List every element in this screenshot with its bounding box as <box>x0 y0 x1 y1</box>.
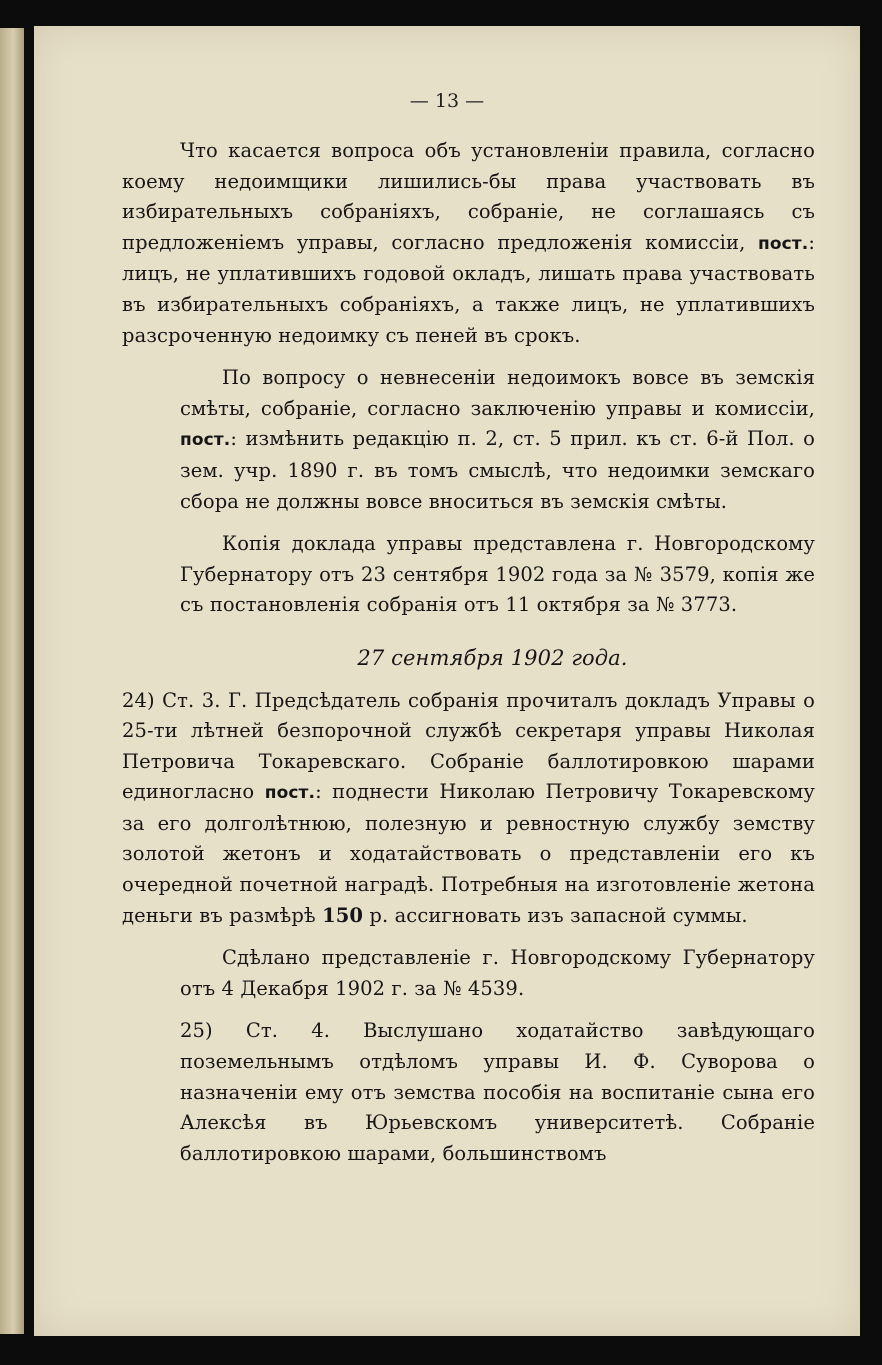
date-heading: 27 сентября 1902 года. <box>357 645 628 670</box>
resolution-marker: пост. <box>264 783 316 804</box>
amount-value: 150 <box>322 903 364 927</box>
paragraph-report-copy: Копія доклада управы представлена г. Новгородскому Губернатору отъ 23 сентября 1902 года за № 3579, копія же съ постановленія собранія отъ 11 октября за № 3773. <box>180 532 815 617</box>
document-page <box>34 26 860 1336</box>
paragraph-item-25: 25) Ст. 4. Выслушано ходатайство завѣдующаго поземельнымъ отдѣломъ управы И. Ф. Суворова о назначеніи ему отъ земства пособія на воспитаніе сына его Алексѣя въ Юрьевскомъ университетѣ. Собраніе баллотировкою шарами, большинствомъ <box>180 1019 815 1165</box>
paragraph-submission: Сдѣлано представленіе г. Новгородскому Губернатору отъ 4 Декабря 1902 г. за № 4539. <box>180 946 815 1000</box>
page-number: — 13 — <box>409 90 485 112</box>
resolution-marker: пост. <box>758 233 809 254</box>
paragraph-voters-rights: Что касается вопроса объ установленіи правила, согласно коему недоимщики лишились-бы права участвовать въ избирательныхъ собраніяхъ, собраніе, не соглашаясь съ предложеніемъ управы, согласно предложенія комиссіи, пост.: лицъ, не уплатившихъ годовой окладъ, лишать права участвовать въ избирательныхъ собраніяхъ, а также лицъ, не уплатившихъ разсроченную недоимку съ пеней въ срокъ. <box>122 139 815 347</box>
paragraph-arrears-estimates: По вопросу о невнесеніи недоимокъ вовсе въ земскія смѣты, собраніе, согласно заключенію управы и комиссіи, пост.: измѣнить редакцію п. 2, ст. 5 прил. къ ст. 6-й Пол. о зем. учр. 1890 г. въ томъ смыслѣ, что недоимки земскаго сбора не должны вовсе вноситься въ земскія смѣты. <box>180 366 815 513</box>
body-text <box>122 136 815 1169</box>
paragraph-item-24: 24) Ст. 3. Г. Предсѣдатель собранія прочиталъ докладъ Управы о 25-ти лѣтней безпорочной службѣ секретаря управы Николая Петровича Токаревскаго. Собраніе баллотировкою шарами единогласно пост.: поднести Николаю Петровичу Токаревскому за его долголѣтнюю, полезную и ревностную службу земству золотой жетонъ и ходатайствовать о представленіи его къ очередной почетной наградѣ. Потребныя на изготовленіе жетона деньги въ размѣрѣ 150 р. ассигновать изъ запасной суммы. <box>122 688 815 927</box>
resolution-marker: пост. <box>180 430 231 451</box>
previous-page-edge <box>0 28 24 1334</box>
